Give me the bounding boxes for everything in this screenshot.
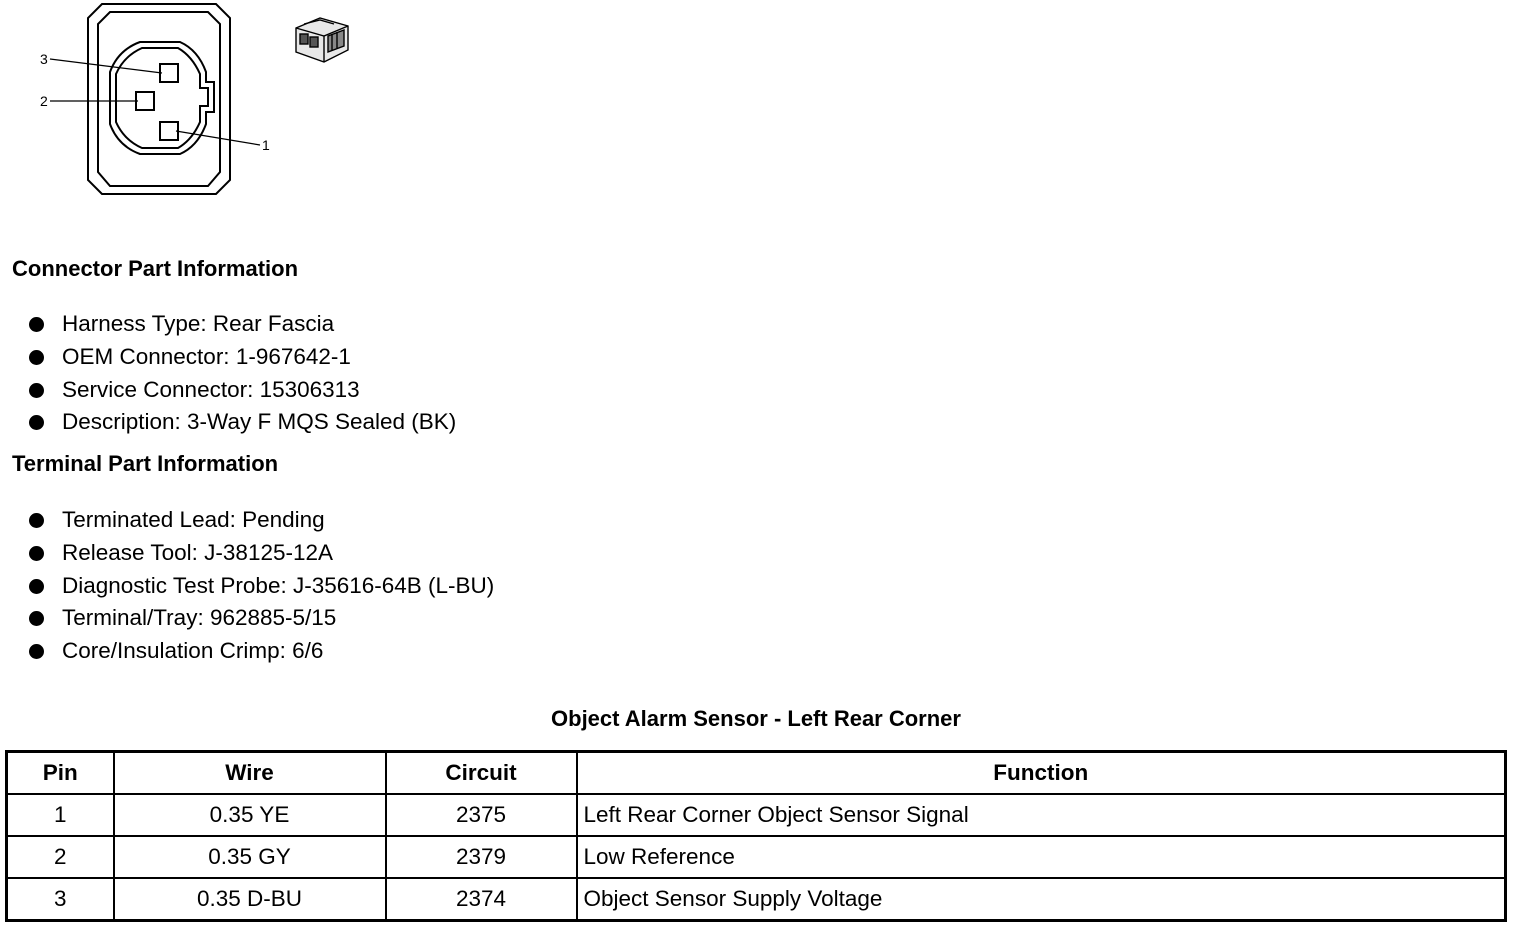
list-item-text: Release Tool: J-38125-12A — [62, 539, 334, 565]
column-header-function: Function — [577, 752, 1506, 795]
cell-circuit: 2375 — [386, 794, 577, 836]
bullet-icon — [29, 513, 44, 528]
list-item — [28, 537, 494, 570]
pin-label-2: 2 — [40, 93, 48, 109]
table-row — [7, 836, 1506, 878]
column-header-pin: Pin — [7, 752, 114, 795]
column-header-wire: Wire — [114, 752, 386, 795]
cell-function: Low Reference — [577, 836, 1506, 878]
connector-info-list — [28, 308, 456, 439]
list-item-text: Terminated Lead: Pending — [62, 507, 325, 532]
list-item-text: OEM Connector: 1-967642-1 — [62, 343, 351, 369]
cell-function: Object Sensor Supply Voltage — [577, 878, 1506, 921]
cell-circuit: 2374 — [386, 878, 577, 921]
table-row — [7, 878, 1506, 921]
terminal-info-list — [28, 504, 494, 668]
list-item — [28, 406, 456, 439]
cell-pin: 3 — [7, 878, 114, 921]
pinout-table — [5, 750, 1507, 922]
bullet-icon — [29, 579, 44, 594]
pin-label-3: 3 — [40, 51, 48, 67]
bullet-icon — [29, 350, 44, 365]
pinout-table-title: Object Alarm Sensor - Left Rear Corner — [551, 706, 961, 731]
list-item-text: Service Connector: 15306313 — [62, 376, 360, 402]
cell-pin: 2 — [7, 836, 114, 878]
table-row — [7, 794, 1506, 836]
list-item-text: Core/Insulation Crimp: 6/6 — [62, 638, 324, 664]
cell-wire: 0.35 D-BU — [114, 878, 386, 921]
list-item — [28, 635, 494, 668]
cell-pin: 1 — [7, 794, 114, 836]
cell-circuit: 2379 — [386, 836, 577, 878]
list-item-text: Harness Type: Rear Fascia — [62, 311, 335, 336]
cell-function: Left Rear Corner Object Sensor Signal — [577, 794, 1506, 836]
bullet-icon — [29, 383, 44, 398]
list-item — [28, 308, 456, 341]
connector-housing — [88, 4, 230, 194]
list-item — [28, 341, 456, 374]
bullet-icon — [29, 546, 44, 561]
list-item-text: Diagnostic Test Probe: J-35616-64B (L-BU) — [62, 572, 495, 598]
connector-info-heading: Connector Part Information — [12, 256, 299, 281]
connector-illustration — [290, 14, 354, 66]
list-item-text: Terminal/Tray: 962885-5/15 — [62, 605, 337, 631]
cell-wire: 0.35 YE — [114, 794, 386, 836]
bullet-icon — [29, 415, 44, 430]
connector-face-diagram — [30, 0, 280, 200]
table-header-row — [7, 752, 1506, 795]
bullet-icon — [29, 317, 44, 332]
list-item — [28, 504, 494, 537]
column-header-circuit: Circuit — [386, 752, 577, 795]
list-item — [28, 602, 494, 635]
list-item — [28, 570, 494, 603]
pin-label-1: 1 — [262, 137, 270, 153]
terminal-info-heading: Terminal Part Information — [12, 451, 279, 476]
cell-wire: 0.35 GY — [114, 836, 386, 878]
list-item — [28, 374, 456, 407]
list-item-text: Description: 3-Way F MQS Sealed (BK) — [62, 409, 457, 435]
bullet-icon — [29, 644, 44, 659]
bullet-icon — [29, 611, 44, 626]
